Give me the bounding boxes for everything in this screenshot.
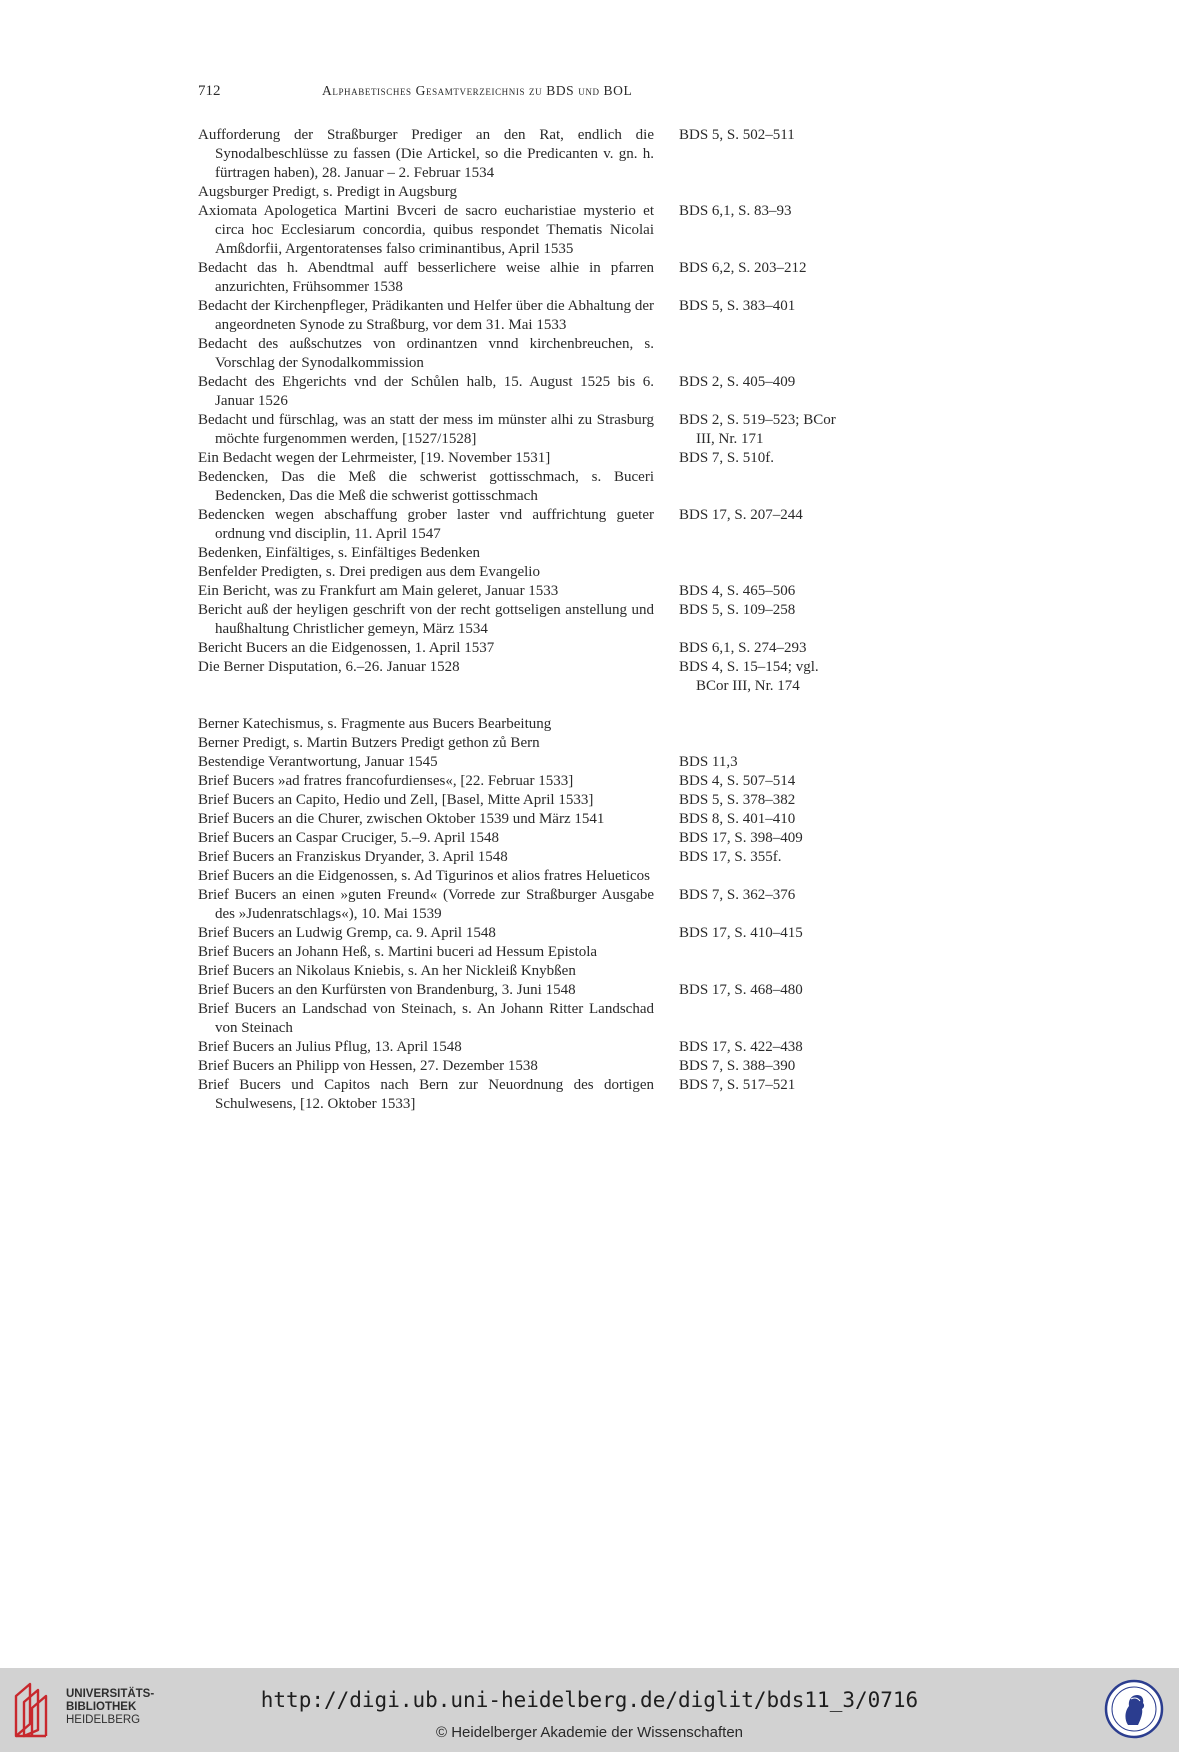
entry-title: Brief Bucers an den Kurfürsten von Brandenburg, 3. Juni 1548 [198,982,576,998]
entry-reference: BDS 11,3 [679,754,738,770]
entry-title: Ein Bericht, was zu Frankfurt am Main geleret, Januar 1533 [198,583,559,599]
index-entry [198,981,838,1000]
index-entry [198,297,838,335]
index-entry [198,924,838,943]
entry-title: Brief Bucers an Capito, Hedio und Zell, [Basel, Mitte April 1533] [198,792,594,808]
entry-reference: BDS 7, S. 510f. [679,450,775,466]
entry-reference: BDS 5, S. 383–401 [679,298,796,314]
entry-reference: BDS 2, S. 405–409 [679,374,796,390]
index-entry [198,1000,838,1038]
entry-title: Berner Katechismus, s. Fragmente aus Bucers Bearbeitung [198,716,552,732]
entry-title: Berner Predigt, s. Martin Butzers Predigt gethon zů Bern [198,735,540,751]
entry-title: Bedacht das h. Abendtmal auff besserlichere weise alhie in pfarren anzurichten, Frühsommer 1538 [198,260,654,295]
academy-seal-icon[interactable] [1104,1679,1164,1739]
entry-reference: BDS 17, S. 398–409 [679,830,803,846]
entry-title: Bedacht der Kirchenpfleger, Prädikanten und Helfer über die Abhaltung der angeordneten Synode zu Straßburg, vor dem 31. Mai 1533 [198,298,654,333]
index-entry [198,449,838,468]
entry-title: Brief Bucers an Julius Pflug, 13. April 1548 [198,1039,462,1055]
index-entry [198,202,838,259]
index-entry [198,658,838,696]
library-name-line2: BIBLIOTHEK [66,1701,137,1713]
index-entry [198,791,838,810]
entry-reference: BDS 5, S. 378–382 [679,792,796,808]
entry-title: Bedacht des außschutzes von ordinantzen vnnd kirchenbreuchen, s. Vorschlag der Synodalkommission [198,336,654,371]
index-entry [198,829,838,848]
entry-title: Brief Bucers an Philipp von Hessen, 27. Dezember 1538 [198,1058,538,1074]
index-entry [198,544,838,563]
page-number: 712 [198,83,221,99]
entry-title: Bedenken, Einfältiges, s. Einfältiges Bedenken [198,545,481,561]
index-entry [198,373,838,411]
entry-reference [679,468,838,506]
entry-title: Bedacht und fürschlag, was an statt der mess im münster alhi zu Strasburg möchte furgenommen werden, [1527/1528] [198,412,654,447]
entry-title: Die Berner Disputation, 6.–26. Januar 1528 [198,659,460,675]
index-entry [198,259,838,297]
entry-reference [679,962,838,981]
entry-title: Bedacht des Ehgerichts vnd der Schůlen halb, 15. August 1525 bis 6. Januar 1526 [198,374,654,409]
entry-title: Brief Bucers an Landschad von Steinach, s. An Johann Ritter Landschad von Steinach [198,1001,654,1036]
entry-reference [679,943,838,962]
entry-title: Benfelder Predigten, s. Drei predigen aus dem Evangelio [198,564,540,580]
index-entry [198,601,838,639]
entry-reference: BDS 4, S. 507–514 [679,773,796,789]
footer-bar [0,1668,1179,1752]
entry-reference: BDS 2, S. 519–523; BCor III, Nr. 171 [679,412,836,447]
index-entry [198,810,838,829]
entry-reference: BDS 4, S. 465–506 [679,583,796,599]
entry-title: Brief Bucers an einen »guten Freund« (Vorrede zur Straßburger Ausgabe des »Judenratschlags«), 10. Mai 1539 [198,887,654,922]
index-entry [198,772,838,791]
entry-reference: BDS 7, S. 388–390 [679,1058,796,1074]
entry-reference: BDS 17, S. 468–480 [679,982,803,998]
entry-reference: BDS 17, S. 410–415 [679,925,803,941]
page-header [198,80,818,102]
entry-reference [679,183,838,202]
library-name-line1: UNIVERSITÄTS- [66,1688,155,1700]
entry-title: Bedencken wegen abschaffung grober laster vnd auffrichtung gueter ordnung vnd disciplin, 11. April 1547 [198,507,654,542]
index-entry [198,183,838,202]
entry-reference [679,715,838,734]
entry-reference: BDS 8, S. 401–410 [679,811,796,827]
entry-title: Brief Bucers und Capitos nach Bern zur Neuordnung des dortigen Schulwesens, [12. Oktober 1533] [198,1077,654,1112]
entry-title: Brief Bucers an Franziskus Dryander, 3. April 1548 [198,849,508,865]
index-entry [198,715,838,734]
entry-reference [679,867,838,886]
index-entry [198,734,838,753]
entry-title: Bericht auß der heyligen geschrift von der recht gottseligen anstellung und haußhaltung Christlicher gemeyn, März 1534 [198,602,654,637]
entry-reference [679,544,838,563]
entry-title: Bestendige Verantwortung, Januar 1545 [198,754,438,770]
entry-reference: BDS 6,1, S. 274–293 [679,640,807,656]
index-entry [198,582,838,601]
index-entry [198,468,838,506]
footer-copyright: © Heidelberger Akademie der Wissenschaften [435,1724,744,1741]
entry-title: Bericht Bucers an die Eidgenossen, 1. April 1537 [198,640,495,656]
entry-title: Axiomata Apologetica Martini Bvceri de sacro eucharistiae mysterio et circa hoc Ecclesiarum concordia, quibus respondet Thematis Nicolai Amßdorfii, Argentoratenses falso criminantibus, April 1535 [198,203,654,257]
index-entry [198,867,838,886]
entry-reference: BDS 6,2, S. 203–212 [679,260,807,276]
entry-title: Aufforderung der Straßburger Prediger an den Rat, endlich die Synodalbeschlüsse zu fassen (Die Artickel, so die Predicanten v. gn. h. fürtragen haben), 28. Januar – 2. Februar 1534 [198,127,654,181]
entry-reference: BDS 7, S. 362–376 [679,887,796,903]
entry-title: Brief Bucers an Johann Heß, s. Martini buceri ad Hessum Epistola [198,944,598,960]
entry-reference: BDS 17, S. 355f. [679,849,782,865]
entry-title: Brief Bucers »ad fratres francofurdienses«, [22. Februar 1533] [198,773,574,789]
index-entry [198,1057,838,1076]
index-entry [198,126,838,183]
index-entry [198,848,838,867]
index-entry [198,563,838,582]
entry-reference: BDS 17, S. 207–244 [679,507,803,523]
entry-reference [679,734,838,753]
entry-title: Brief Bucers an die Eidgenossen, s. Ad Tigurinos et alios fratres Helueticos [198,868,651,884]
index-entry [198,411,838,449]
footer-url-link[interactable]: http://digi.ub.uni-heidelberg.de/diglit/bds11_3/0716 [260,1688,919,1712]
entry-reference: BDS 6,1, S. 83–93 [679,203,792,219]
entry-reference: BDS 5, S. 502–511 [679,127,795,143]
entry-reference: BDS 5, S. 109–258 [679,602,796,618]
entry-reference [679,1000,838,1038]
entry-reference: BDS 7, S. 517–521 [679,1077,796,1093]
index-entry [198,1038,838,1057]
index-entry [198,1076,838,1114]
entry-title: Bedencken, Das die Meß die schwerist gottisschmach, s. Buceri Bedencken, Das die Meß die schwerist gottisschmach [198,469,654,504]
index-entry [198,753,838,772]
index-entry [198,962,838,981]
entry-title: Ein Bedacht wegen der Lehrmeister, [19. November 1531] [198,450,551,466]
index-entries [198,126,838,1114]
entry-reference: BDS 4, S. 15–154; vgl. BCor III, Nr. 174 [679,659,819,694]
index-entry [198,506,838,544]
entry-reference [679,563,838,582]
entry-reference: BDS 17, S. 422–438 [679,1039,803,1055]
index-entry [198,943,838,962]
library-name-line3: HEIDELBERG [66,1714,141,1726]
entry-title: Brief Bucers an die Churer, zwischen Oktober 1539 und März 1541 [198,811,605,827]
entry-title: Brief Bucers an Ludwig Gremp, ca. 9. April 1548 [198,925,496,941]
index-entry [198,639,838,658]
index-entry [198,335,838,373]
running-head: Alphabetisches Gesamtverzeichnis zu BDS und BOL [322,83,633,98]
entry-title: Brief Bucers an Nikolaus Kniebis, s. An her Nickleiß Knybßen [198,963,576,979]
entry-title: Augsburger Predigt, s. Predigt in Augsburg [198,184,458,200]
entry-reference [679,335,838,373]
index-entry [198,886,838,924]
entry-title: Brief Bucers an Caspar Cruciger, 5.–9. April 1548 [198,830,499,846]
